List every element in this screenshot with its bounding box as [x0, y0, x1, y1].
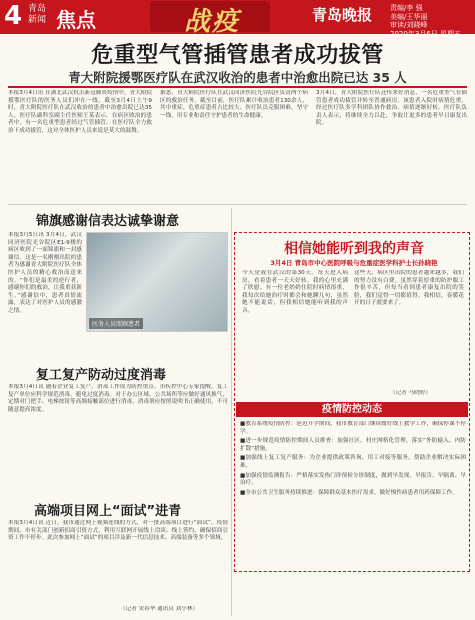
sub-headline: 青大附院援鄂医疗队在武汉收治的患者中治愈出院已达 35 人 [68, 70, 407, 85]
story5-lead: 3月4日 青岛市中心医院呼吸与危重症医学科护士长孙晓艳 [270, 259, 438, 267]
quest-item: ■教育系统疫情防控：延迟开学期间，我市教育部门继续做好线上教学工作，确保停课不停学。 [240, 421, 466, 435]
quest-header: 疫情防控动态 [236, 402, 468, 417]
main-story-col1: 本报3月4日讯 在湖北武汉抗击新冠肺炎疫情中，青大附院援鄂医疗队的医务人员们冲在一线，截至3月4日上午9时，青大附院医疗队在武汉收治的患者中治愈出院已达35人。医疗队副科室副主任医师王某表示，在病区收治的患者中，有一名危重型患者经过气管插管，在医疗队全力救治下成功拔管，这对全体医护人员来说是莫大的鼓舞。 [8, 90, 152, 134]
banner [150, 1, 270, 37]
main-story-col2: 据悉，青大附院医疗队在武汉同济医院光谷院区负责两个病区的救治任务。截至目前，医疗队累计收治患者130余人，其中重症、危重症患者占比较大。医疗队员克服困难，坚守一线，用专业和责任守护患者的生命健康。 [160, 90, 308, 119]
quest-item: ■加强线上复工复产服务：为企业提供政策咨询、用工对接等服务，帮助企业解决实际困难。 [240, 455, 466, 469]
story4-title: 高端项目网上“面试”进青 [34, 504, 182, 519]
story2-title: 锦旗感谢信表达诚挚谢意 [36, 214, 180, 229]
story5-body-col1: 今天是我在武汉的第30天。每天进入病房，看着患者一天天好转，我的心里充满了欣慰。有一位老奶奶住院时病情很重，我每次给她治疗时都会和她聊几句，虽然她不能说话，但我相信她能听到我的声音。 [242, 270, 348, 314]
section-focus: 焦点 [56, 8, 96, 32]
headline-rule [8, 86, 467, 88]
page-number: 4 [4, 1, 23, 31]
main-headline: 危重型气管插管患者成功拔管 [91, 43, 384, 68]
banner-title: 战疫 [184, 7, 241, 37]
photo-caption: 医务人员照顾患者 [89, 318, 143, 329]
quest-item: ■进一步规范疫情防控期间人员排查：加强社区、村庄网格化管理，落实“外防输入、内防扩散”措施。 [240, 438, 466, 452]
story4-body: 本报3月4日讯 近日，我市通过网上视频连线的方式，对一批高端项目进行“面试”。疫情期间，市有关部门创新招商引资方式，利用互联网开展线上洽谈、线上签约，确保招商引资工作不停步。此次参加网上“面试”的项目涉及新一代信息技术、高端装备等多个领域。 [8, 520, 228, 542]
story3-title: 复工复产防动过度消毒 [36, 368, 167, 383]
story5-byline: （记者 马晓婷） [390, 390, 431, 396]
story2-body: 本报3月5日讯 3月4日，武汉同济医院光谷院区E1-9楼的病区收到了一面锦旗和一封感谢信，这是一名刚刚出院的患者为感谢青大附院医疗队全体医护人员的精心救治而送来的。“你们是最美的逆行者，感谢你们的救治，让我重获新生。”感谢信中，患者真情流露，表达了对医护人员的感激之情。 [8, 232, 82, 314]
section-divider [8, 204, 467, 205]
quest-item: ■加强疫情监测报告：严格落实发热门诊预检分诊制度，做到早发现、早报告、早隔离、早治疗。 [240, 472, 466, 487]
story4-byline: （记者 宋春华 通讯员 刘小林） [120, 606, 199, 612]
quest-list [240, 421, 466, 569]
section-label: 青岛 新闻 [28, 4, 47, 25]
edition-meta: 责编/李 强 美编/王华丽 审读/刘晓峰 2020年3月6日 星期五 [390, 4, 461, 38]
newspaper-brand: 青岛晚报 [312, 6, 373, 24]
story2-body-cont [86, 336, 228, 360]
story5-body-col2: 这些天，病区里出院的患者越来越多，我们的努力没有白费。虽然穿着厚重的防护服工作很辛苦，但每当看到患者康复出院的笑脸，我们觉得一切都值得。我相信，春暖花开的日子就要来了。 [354, 270, 464, 307]
story5-title: 相信她能听到我的声音 [284, 241, 424, 257]
quest-item: ■全市公共卫生服务持续推进：保障群众基本医疗需求，做好慢性病患者用药保障工作。 [240, 489, 458, 496]
story2-photo [86, 232, 228, 332]
masthead [0, 0, 475, 38]
story3-body: 本报3月4日讯 随着企业复工复产，消毒工作成为防控重点。市疾控中心专家提醒，复工复产单位应科学规范消毒，避免过度消毒。对于办公区域、公共场所等应做好通风换气，定期对门把手、电梯按钮等高频接触部位进行消毒。消毒剂应按照说明书正确使用，不可随意提高浓度。 [8, 384, 228, 413]
column-divider [231, 208, 232, 616]
main-story-col3: 3月4日，青大附院医疗队还传来好消息，一名危重型气管插管患者成功拔管并转至普通病房。该患者入院时病情危重，经过医疗队多学科团队协作救治，病情逐渐好转。医疗队负责人表示，将继续全力以赴，争取让更多的患者早日康复出院。 [316, 90, 467, 127]
